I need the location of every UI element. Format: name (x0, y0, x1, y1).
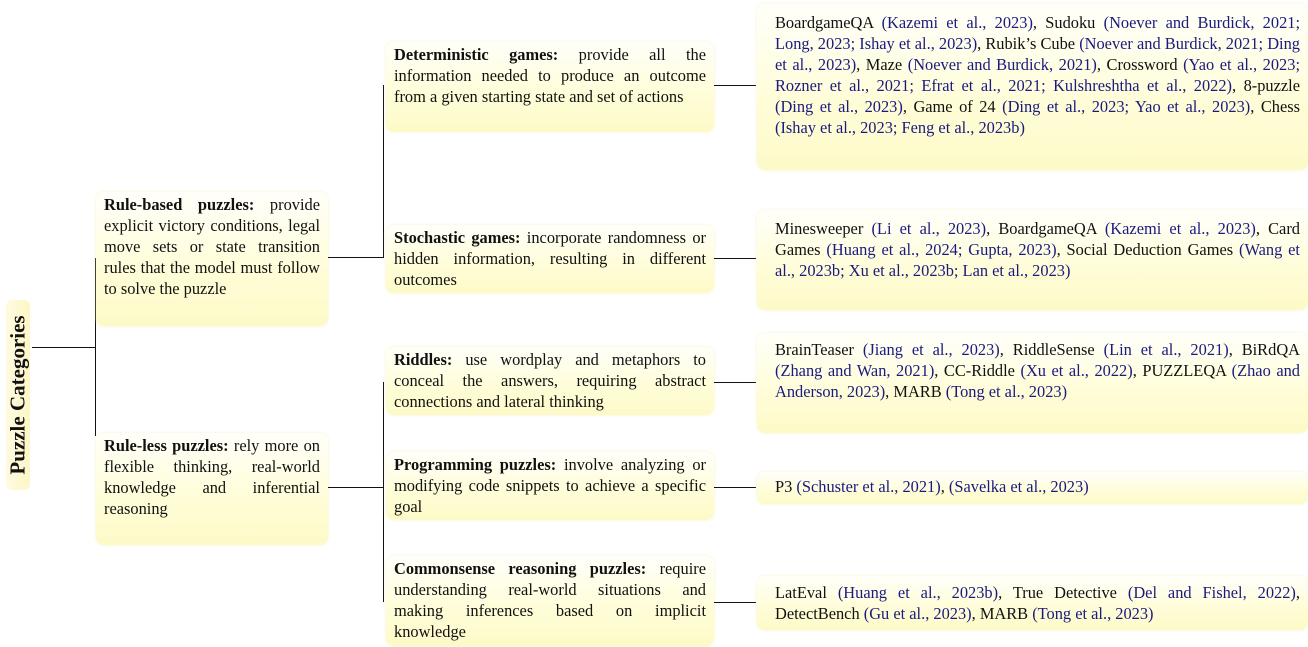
leaf-commonsense-examples (757, 576, 1308, 630)
leaf-deterministic-examples (757, 4, 1308, 170)
dataset-name: , PUZZLEQA (1132, 361, 1232, 380)
citation[interactable]: (Ishay et al., 2023; Feng et al., 2023b) (775, 118, 1025, 137)
dataset-name: , Card Games (775, 219, 1300, 259)
root-node (6, 300, 30, 490)
citation[interactable]: (Del and Fishel, 2022) (1127, 583, 1296, 602)
leaf-text (775, 583, 1300, 623)
connector (328, 487, 383, 488)
leaf-text (775, 13, 1300, 137)
citation[interactable]: (Huang et al., 2024; Gupta, 2023) (826, 240, 1057, 259)
connector (714, 487, 756, 488)
dataset-name: , BiRdQA (1228, 340, 1300, 359)
citation[interactable]: (Schuster et al., 2021) (796, 477, 941, 496)
leaf-text (775, 477, 1089, 496)
citation[interactable]: (Tong et al., 2023) (945, 382, 1068, 401)
citation[interactable]: (Wang et al., 2023b; Xu et al., 2023b; Lan et al., 2023) (775, 240, 1300, 280)
dataset-name: , DetectBench (775, 583, 1300, 623)
citation[interactable]: (Zhao and Anderson, 2023) (775, 361, 1300, 401)
node-title: Riddles: (394, 350, 453, 369)
citation[interactable]: (Savelka et al., 2023) (948, 477, 1089, 496)
connector (328, 257, 383, 258)
dataset-name: , Sudoku (1032, 13, 1104, 32)
dataset-name: , MARB (971, 604, 1033, 623)
connector (32, 347, 95, 348)
dataset-name: , RiddleSense (999, 340, 1104, 359)
citation[interactable]: (Jiang et al., 2023) (862, 340, 1000, 359)
citation[interactable]: (Yao et al., 2023; Rozner et al., 2021; Efrat et al., 2021; Kulshreshtha et al., 2022) (775, 55, 1300, 95)
node-description: provide all the information needed to produce an outcome from a given starting state and set of actions (394, 45, 706, 106)
connector (714, 258, 756, 259)
citation[interactable]: (Ding et al., 2023; Yao et al., 2023) (1002, 97, 1251, 116)
node-title: Rule-based puzzles: (104, 195, 255, 214)
dataset-name: BoardgameQA (775, 13, 882, 32)
node-stochastic-games (386, 225, 714, 293)
connector (714, 602, 756, 603)
citation[interactable]: (Li et al., 2023) (871, 219, 987, 238)
root-label: Puzzle Categories (5, 315, 30, 475)
node-description: rely more on flexible thinking, real-world knowledge and inferential reasoning (104, 436, 320, 518)
citation[interactable]: (Huang et al., 2023b) (837, 583, 999, 602)
leaf-riddles-examples (757, 333, 1308, 433)
leaf-programming-examples (757, 472, 1308, 504)
node-title: Commonsense reasoning puzzles: (394, 559, 647, 578)
node-rule-less-puzzles (96, 433, 328, 545)
citation[interactable]: (Noever and Burdick, 2021) (907, 55, 1097, 74)
citation[interactable]: (Ding et al., 2023) (775, 97, 903, 116)
node-description: require understanding real-world situations and making inferences based on implicit knowledge (394, 559, 706, 641)
leaf-text (775, 219, 1300, 280)
node-title: Stochastic games: (394, 228, 521, 247)
dataset-name: , 8-puzzle (1232, 76, 1301, 95)
node-title: Deterministic games: (394, 45, 559, 64)
node-deterministic-games (386, 42, 714, 132)
citation[interactable]: (Zhang and Wan, 2021) (775, 361, 935, 380)
node-programming-puzzles (386, 452, 714, 520)
citation[interactable]: (Xu et al., 2022) (1020, 361, 1133, 380)
citation[interactable]: (Noever and Burdick, 2021; Ding et al., 2023) (775, 34, 1300, 74)
dataset-name: Minesweeper (775, 219, 872, 238)
dataset-name: , Maze (856, 55, 908, 74)
dataset-name: , Social Deduction Games (1056, 240, 1239, 259)
dataset-name: , Crossword (1096, 55, 1184, 74)
citation[interactable]: (Tong et al., 2023) (1032, 604, 1154, 623)
node-commonsense-reasoning-puzzles (386, 556, 714, 646)
node-description: incorporate randomness or hidden information, resulting in different outcomes (394, 228, 706, 289)
connector (383, 85, 384, 258)
node-description: involve analyzing or modifying code snippets to achieve a specific goal (394, 455, 706, 516)
citation[interactable]: (Noever and Burdick, 2021; Long, 2023; Ishay et al., 2023) (775, 13, 1301, 53)
dataset-name: , BoardgameQA (986, 219, 1105, 238)
node-description: use wordplay and metaphors to conceal the answers, requiring abstract connections and lateral thinking (394, 350, 706, 411)
citation[interactable]: (Kazemi et al., 2023) (881, 13, 1033, 32)
dataset-name: , Chess (1250, 97, 1301, 116)
node-title: Rule-less puzzles: (104, 436, 229, 455)
citation[interactable]: (Lin et al., 2021) (1103, 340, 1229, 359)
dataset-name: , Rubik’s Cube (977, 34, 1080, 53)
connector (714, 382, 756, 383)
dataset-name: BrainTeaser (775, 340, 863, 359)
dataset-name: P3 (775, 477, 797, 496)
citation[interactable]: (Gu et al., 2023) (863, 604, 972, 623)
leaf-text (775, 340, 1300, 401)
node-rule-based-puzzles (96, 192, 328, 326)
dataset-name: , Game of 24 (902, 97, 1003, 116)
node-title: Programming puzzles: (394, 455, 557, 474)
dataset-name: , CC-Riddle (934, 361, 1021, 380)
connector (714, 85, 756, 86)
leaf-stochastic-examples (757, 210, 1308, 310)
dataset-name: , True Detective (998, 583, 1128, 602)
connector (383, 382, 384, 602)
node-riddles (386, 347, 714, 415)
dataset-name: , (940, 477, 949, 496)
dataset-name: LatEval (775, 583, 838, 602)
citation[interactable]: (Kazemi et al., 2023) (1104, 219, 1256, 238)
dataset-name: , MARB (885, 382, 946, 401)
node-description: provide explicit victory conditions, legal move sets or state transition rules that the model must follow to solve the puzzle (104, 195, 320, 298)
